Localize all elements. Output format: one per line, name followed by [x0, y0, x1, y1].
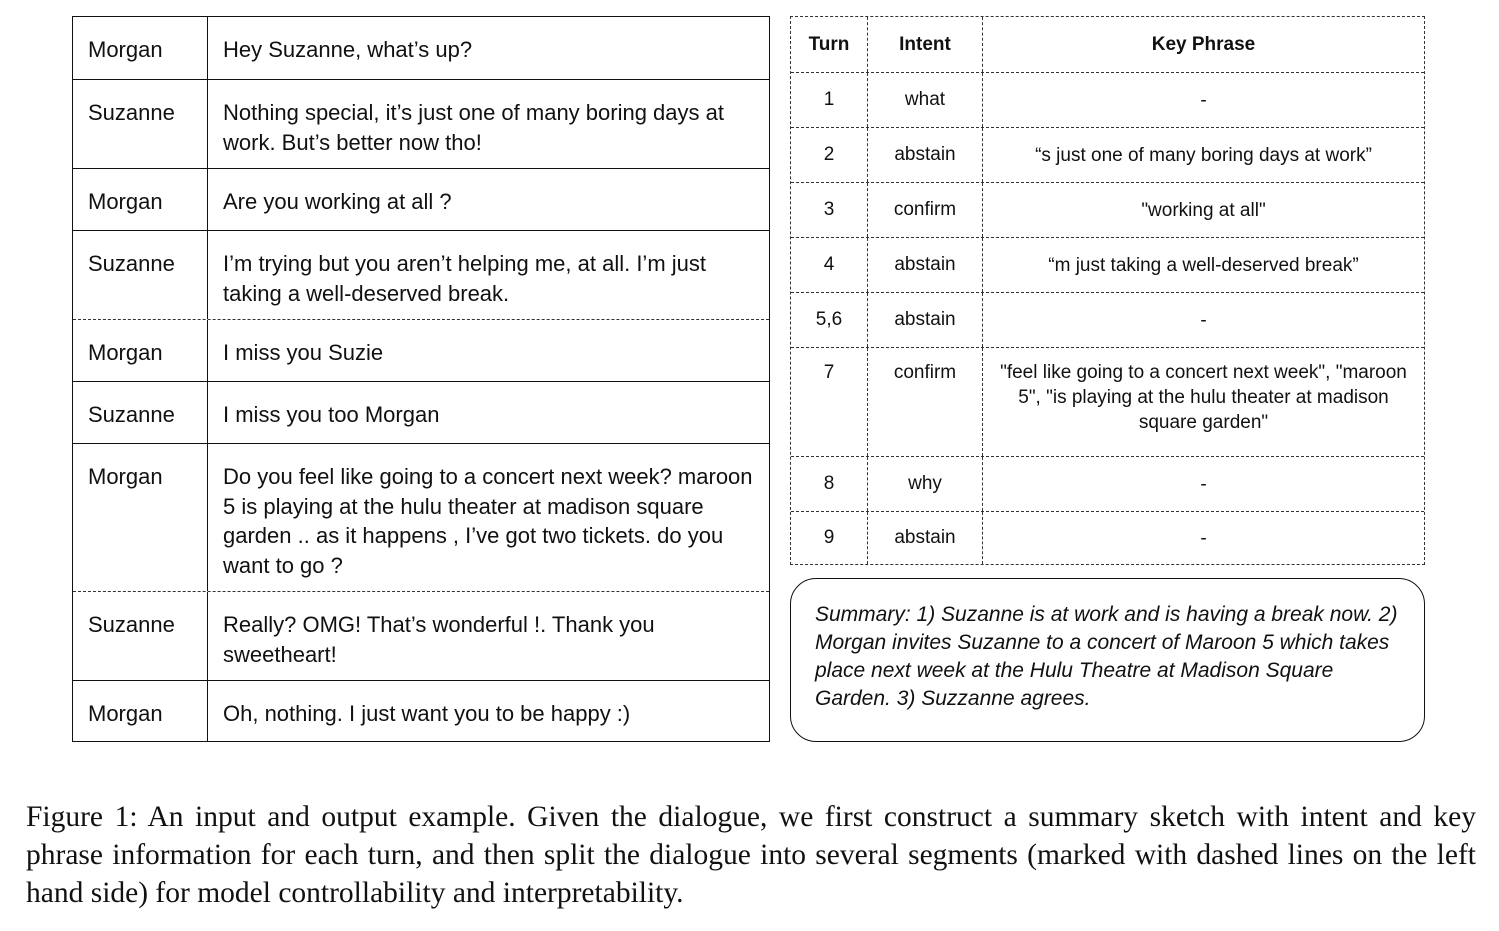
dialogue-row — [73, 680, 769, 741]
figure-caption: Figure 1: An input and output example. Given the dialogue, we first construct a summary sketch with intent and key phrase information for each turn, and then split the dialogue into several segments (marked with dashed lines on the left hand side) for model controllability and interpretability. — [26, 801, 1476, 909]
utterance-text: I miss you Suzie — [223, 340, 384, 365]
utterance-text: I miss you too Morgan — [223, 402, 440, 427]
dialogue-row — [73, 168, 769, 230]
summary-sketch-table — [790, 16, 1425, 565]
turn-cell: 5,6 — [791, 293, 868, 347]
speaker-name: Suzanne — [73, 382, 208, 443]
intent-cell: abstain — [868, 512, 983, 564]
turn-cell: 2 — [791, 128, 868, 182]
key-phrase-cell: - — [1200, 309, 1207, 331]
sketch-row — [791, 72, 1424, 127]
intent-cell: abstain — [868, 128, 983, 182]
key-phrase-cell: "working at all" — [1141, 199, 1266, 221]
utterance-text: I’m trying but you aren’t helping me, at all. I’m just taking a well-deserved break. — [223, 251, 706, 306]
sketch-row — [791, 237, 1424, 292]
key-phrase-cell: - — [1200, 473, 1207, 495]
speaker-name: Suzanne — [73, 231, 208, 319]
turn-cell: 3 — [791, 183, 868, 237]
turn-cell: 7 — [791, 348, 868, 456]
dialogue-row — [73, 230, 769, 319]
intent-cell: why — [868, 457, 983, 511]
speaker-name: Suzanne — [73, 80, 208, 168]
sketch-header-row — [791, 17, 1424, 72]
utterance-text: Nothing special, it’s just one of many boring days at work. But’s better now tho! — [223, 100, 724, 155]
dialogue-row — [73, 381, 769, 443]
dialogue-row — [73, 17, 769, 79]
speaker-name: Morgan — [73, 320, 208, 381]
header-key-phrase: Key Phrase — [1151, 34, 1256, 55]
dialogue-row — [73, 443, 769, 591]
turn-cell: 9 — [791, 512, 868, 564]
speaker-name: Morgan — [73, 444, 208, 591]
speaker-name: Suzanne — [73, 592, 208, 680]
utterance-text: Do you feel like going to a concert next week? maroon 5 is playing at the hulu theater at madison square garden .. as it happens , I’ve got two tickets. do you want to go ? — [223, 464, 753, 578]
turn-cell: 4 — [791, 238, 868, 292]
header-turn: Turn — [791, 17, 868, 72]
key-phrase-cell: - — [1200, 527, 1207, 549]
intent-cell: what — [868, 73, 983, 127]
sketch-row — [791, 182, 1424, 237]
utterance-text: Are you working at all ? — [223, 189, 452, 214]
dialogue-row — [73, 79, 769, 168]
speaker-name: Morgan — [73, 169, 208, 230]
dialogue-row — [73, 319, 769, 381]
intent-cell: confirm — [868, 348, 983, 456]
header-intent: Intent — [868, 17, 983, 72]
intent-cell: abstain — [868, 293, 983, 347]
utterance-text: Really? OMG! That’s wonderful !. Thank you sweetheart! — [223, 612, 655, 667]
intent-cell: confirm — [868, 183, 983, 237]
sketch-row — [791, 292, 1424, 347]
key-phrase-cell: "feel like going to a concert next week", "maroon 5", "is playing at the hulu theater at madison square garden" — [1000, 362, 1407, 433]
utterance-text: Hey Suzanne, what’s up? — [223, 37, 473, 62]
sketch-row — [791, 511, 1424, 564]
sketch-row — [791, 347, 1424, 456]
turn-cell: 8 — [791, 457, 868, 511]
sketch-row — [791, 456, 1424, 511]
summary-box: Summary: 1) Suzanne is at work and is having a break now. 2) Morgan invites Suzanne to a concert of Maroon 5 which takes place next week at the Hulu Theatre at Madison Square Garden. 3) Suzzanne agrees. — [790, 578, 1425, 742]
key-phrase-cell: - — [1200, 89, 1207, 111]
speaker-name: Morgan — [73, 681, 208, 741]
key-phrase-cell: “s just one of many boring days at work” — [1035, 144, 1372, 166]
turn-cell: 1 — [791, 73, 868, 127]
key-phrase-cell: “m just taking a well-deserved break” — [1048, 254, 1359, 276]
intent-cell: abstain — [868, 238, 983, 292]
utterance-text: Oh, nothing. I just want you to be happy :) — [223, 701, 631, 726]
dialogue-row — [73, 591, 769, 680]
dialogue-table — [72, 16, 770, 742]
sketch-row — [791, 127, 1424, 182]
speaker-name: Morgan — [73, 17, 208, 79]
